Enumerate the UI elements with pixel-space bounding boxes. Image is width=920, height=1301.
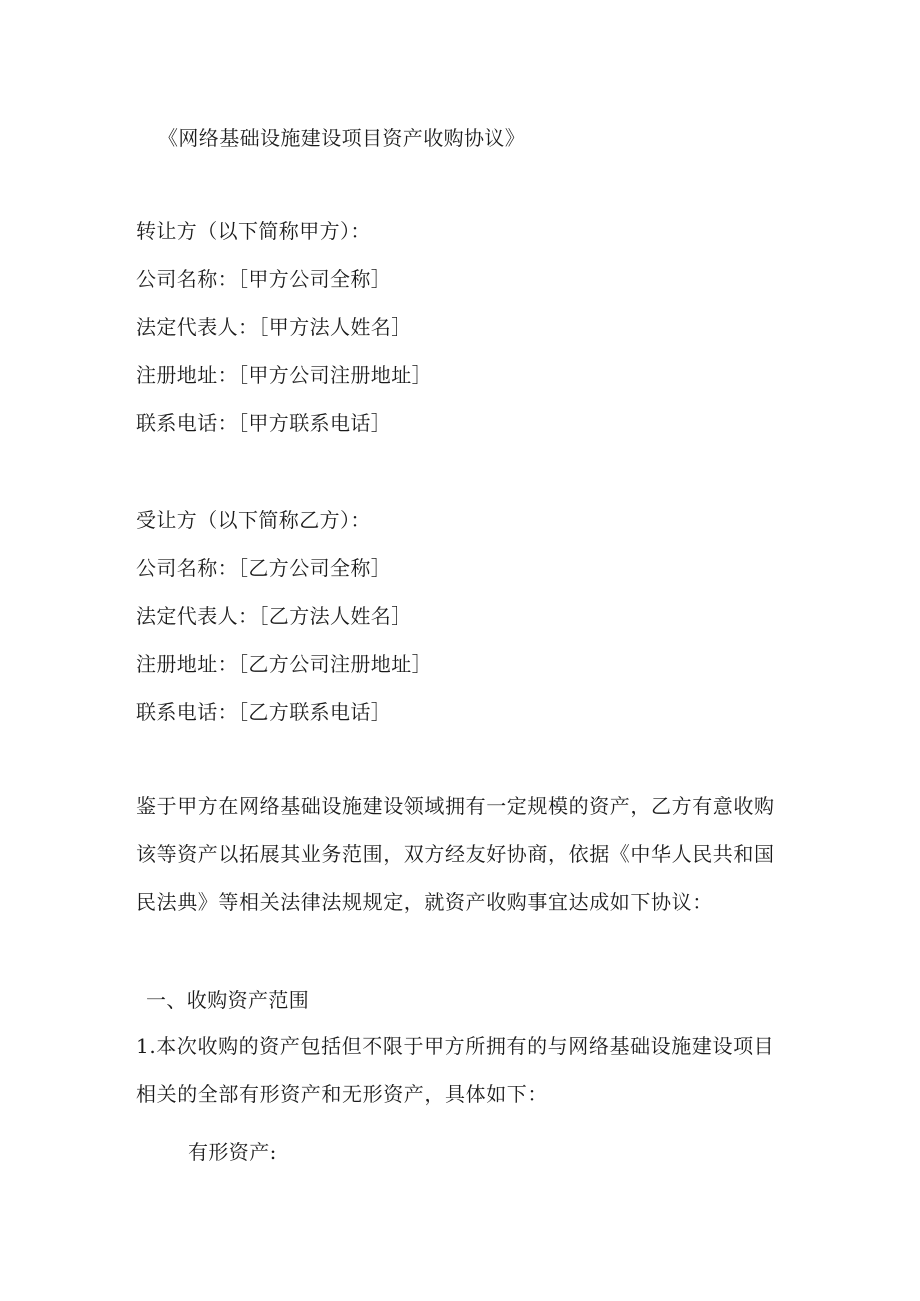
subheading: 有形资产: [188, 1140, 277, 1164]
party-a-phone: 联系电话：［甲方联系电话］ [136, 411, 392, 435]
party-a-company: 公司名称：［甲方公司全称］ [136, 267, 392, 291]
document-title: 《网络基础设施建设项目资产收购协议》 [158, 126, 526, 150]
section-heading: 一、收购资产范围 [146, 988, 310, 1012]
party-b-heading: 受让方（以下简称乙方）： [136, 508, 371, 532]
party-b-phone: 联系电话：［乙方联系电话］ [136, 700, 392, 724]
party-a-representative: 法定代表人：［甲方法人姓名］ [136, 315, 412, 339]
party-a-heading: 转让方（以下简称甲方）： [136, 219, 371, 243]
party-b-address: 注册地址：［乙方公司注册地址］ [136, 652, 432, 676]
clause-paragraph: 1.本次收购的资产包括但不限于甲方所拥有的与网络基础设施建设项目相关的全部有形资产和无形资产，具体如下： [136, 1034, 775, 1106]
party-b-representative: 法定代表人：［乙方法人姓名］ [136, 604, 412, 628]
party-a-address: 注册地址：［甲方公司注册地址］ [136, 363, 432, 387]
preamble-paragraph: 鉴于甲方在网络基础设施建设领域拥有一定规模的资产，乙方有意收购该等资产以拓展其业务范围，双方经友好协商，依据《中华人民共和国民法典》等相关法律法规规定，就资产收购事宜达成如下协议： [136, 794, 775, 914]
party-b-company: 公司名称：［乙方公司全称］ [136, 556, 392, 580]
